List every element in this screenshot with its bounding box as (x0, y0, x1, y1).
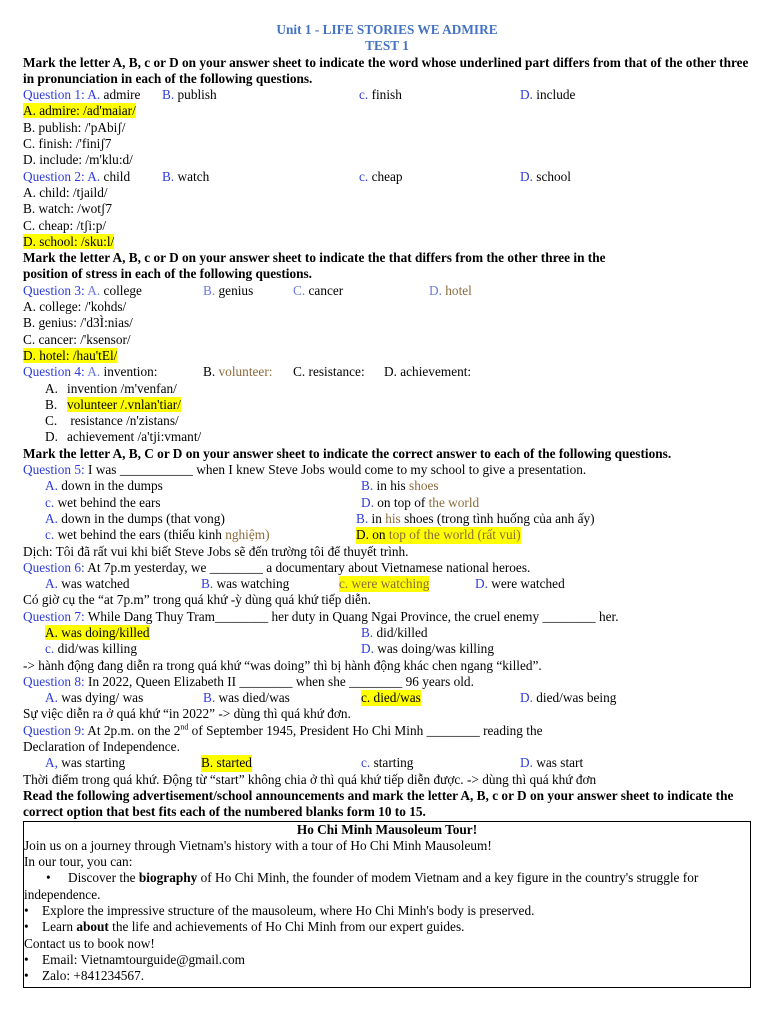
ad-text: of Ho Chi Minh, the founder of modem Vietnam and a key figure in the country's struggle for (197, 870, 699, 886)
option-key: A. (45, 510, 58, 526)
option-b: was died/was (218, 690, 290, 706)
question-label: Question 8: (23, 673, 85, 689)
question-5 (23, 462, 751, 478)
answer-highlight: A. admire: /ad'maiar/ (23, 103, 136, 119)
option-d: died/was being (536, 690, 617, 706)
ordinal-suffix: nd (180, 722, 189, 732)
explanation-line: D. include: /m'klu:d/ (23, 152, 133, 168)
instruction-correct-answer: Mark the letter A, B, C or D on your answer sheet to indicate the correct answer to each of the following questions. (23, 445, 672, 461)
ad-bullet-1-cont: independence. (24, 886, 101, 902)
email-text: Email: Vietnamtourguide@gmail.com (42, 951, 245, 967)
option-key: D. (520, 755, 533, 771)
option-b: in his (376, 478, 406, 494)
ad-tour-heading: In our tour, you can: (24, 854, 133, 870)
grammar-note: -> hành động đang diễn ra trong quá khứ “was doing” thì bị hành động khác chen ngang “killed”. (23, 657, 542, 673)
option-key: A. (45, 478, 58, 494)
option-key: A. (87, 87, 101, 103)
bullet-icon: • (24, 919, 29, 935)
option-b-part: his (385, 510, 401, 526)
option-key: B. (356, 510, 369, 526)
ad-text: Learn (42, 919, 77, 935)
options-row (23, 641, 751, 657)
explanation-line: resistance /n'zistans/ (67, 413, 179, 429)
option-key: B. (203, 364, 216, 380)
option-a: child (103, 168, 131, 184)
question-label: Question 1: (23, 87, 85, 103)
option-key: B. (203, 690, 216, 706)
option-key: D. (520, 168, 533, 184)
question-stem: In 2022, Queen Elizabeth II ________ when she ________ 96 years old. (84, 673, 474, 689)
option-b-part: shoes (409, 478, 439, 494)
instruction-stress: Mark the letter A, B, c or D on your answer sheet to indicate the that differs from the other three in the position of stress in each of the following questions. (23, 250, 606, 282)
option-key: A. (45, 380, 58, 396)
question-label: Question 3: (23, 282, 85, 298)
question-6 (23, 560, 751, 576)
explanation-line: B. publish: /'pAbiʃ/ (23, 119, 126, 135)
options-row (23, 478, 751, 494)
question-label: Question 4: (23, 364, 85, 380)
ad-title: Ho Chi Minh Mausoleum Tour! (296, 821, 478, 837)
test-title: TEST 1 (365, 38, 409, 54)
explanation-line: achievement /a'tji:vmant/ (67, 429, 202, 445)
option-a: down in the dumps (that vong) (61, 510, 225, 526)
question-9 (23, 723, 751, 739)
options-row (23, 576, 751, 592)
question-stem: At 2p.m. on the 2 (84, 722, 181, 738)
ad-keyword: biography (138, 870, 198, 886)
option-key: c. (45, 494, 55, 510)
ad-text: Explore the impressive structure of the mausoleum, where Ho Chi Minh's body is preserved. (42, 903, 535, 919)
option-b: was watching (216, 576, 290, 592)
option-a: was starting (61, 755, 126, 771)
option-d: include (536, 87, 576, 103)
question-stem: At 7p.m yesterday, we ________ a documentary about Vietnamese national heroes. (84, 559, 531, 575)
question-1 (23, 87, 751, 103)
option-key: D. (520, 87, 533, 103)
explanation-line: B. genius: /'d3Ì:nias/ (23, 315, 133, 331)
option-key: B. (361, 478, 374, 494)
option-key: B. (203, 282, 216, 298)
options-row (23, 495, 751, 511)
unit-title: Unit 1 - LIFE STORIES WE ADMIRE (276, 22, 498, 37)
question-stem: I was ___________ when I knew Steve Jobs would come to my school to give a presentation. (84, 462, 587, 478)
option-d: D. achievement: (384, 364, 472, 380)
answer-highlight: B. started (201, 755, 252, 771)
option-key: A. (87, 282, 101, 298)
option-a: was watched (61, 576, 130, 592)
option-a: was dying/ was (61, 690, 144, 706)
option-key: A. (45, 576, 58, 592)
question-4 (23, 364, 751, 380)
ad-bullet-1 (24, 870, 750, 886)
question-label: Question 7: (23, 608, 85, 624)
explanation-line: A. college: /'kohds/ (23, 299, 127, 315)
option-c: finish (371, 87, 402, 103)
option-key: D. on (356, 527, 386, 543)
option-key: A. (87, 168, 101, 184)
options-row (23, 527, 751, 543)
options-row (23, 511, 751, 527)
option-key: D. (361, 494, 374, 510)
bullet-icon: • (24, 951, 29, 967)
option-c: wet behind the ears (thiếu kinh (57, 527, 222, 543)
ad-bullet-2 (24, 903, 750, 919)
option-key: D. (45, 429, 58, 445)
ad-keyword: about (76, 919, 109, 935)
option-d: on top of (377, 494, 426, 510)
options-row (23, 755, 751, 771)
question-3 (23, 283, 751, 299)
option-d-part: the world (428, 494, 480, 510)
worksheet (23, 22, 751, 988)
option-c: wet behind the ears (57, 494, 161, 510)
option-key: D. (520, 690, 533, 706)
option-d: was start (536, 755, 584, 771)
bullet-icon: • (46, 870, 51, 886)
question-label: Question 6: (23, 559, 85, 575)
ad-zalo (24, 968, 750, 984)
option-key: C. (293, 282, 306, 298)
option-b-part: shoes (trong tình huống của anh ấy) (404, 510, 595, 526)
explanation-line: C. cheap: /tʃi:p/ (23, 217, 107, 233)
option-b: volunteer: (218, 364, 273, 380)
grammar-note: Sự việc diễn ra ở quá khứ “in 2022” -> dùng thì quá khứ đơn. (23, 706, 351, 722)
grammar-note: Có giờ cụ the “at 7p.m” trong quá khứ -ỳ dùng quá khứ tiếp diễn. (23, 592, 371, 608)
ad-text: the life and achievements of Ho Chi Minh from our expert guides. (108, 919, 465, 935)
option-c: did/was killing (57, 641, 137, 657)
question-stem-cont: of September 1945, President Ho Chi Minh ________ reading the (188, 722, 543, 738)
instruction-reading: Read the following advertisement/school announcements and mark the letter A, B, c or D on your answer sheet to indicate the correct option that best fits each of the numbered blanks form 10 to 15. (23, 787, 734, 820)
answer-highlight: top of the world (rất vui) (388, 527, 521, 543)
bullet-icon: • (24, 903, 29, 919)
instruction-pronunciation: Mark the letter A, B, c or D on your answer sheet to indicate the word whose underlined part differs from that of the other three in pronunciation in each of the following questions. (23, 54, 749, 86)
option-c: starting (373, 755, 414, 771)
ad-email (24, 952, 750, 968)
translation-note: Dịch: Tôi đã rất vui khi biết Steve Jobs sẽ đến trường tôi để thuyết trình. (23, 543, 409, 559)
option-key: D. (429, 282, 442, 298)
option-key: D. (475, 576, 488, 592)
ad-intro: Join us on a journey through Vietnam's history with a tour of Ho Chi Minh Mausoleum! (24, 837, 492, 853)
explanation-line: A. child: /tjaild/ (23, 184, 108, 200)
question-2 (23, 169, 751, 185)
answer-highlight: A. was doing/killed (45, 624, 150, 640)
question-stem-cont: Declaration of Independence. (23, 739, 180, 755)
option-key: B. (162, 168, 175, 184)
option-c: cancer (308, 282, 344, 298)
option-c: C. resistance: (293, 364, 365, 380)
ad-contact: Contact us to book now! (24, 935, 155, 951)
answer-highlight: c. were watching (339, 576, 430, 592)
advertisement-box (23, 821, 751, 988)
explanation-line: C. cancer: /'ksensor/ (23, 331, 131, 347)
option-key: c. (361, 755, 371, 771)
option-a: down in the dumps (61, 478, 163, 494)
option-a: invention: (103, 364, 158, 380)
option-key: D. (361, 641, 374, 657)
option-b: watch (177, 168, 210, 184)
explanation-line: B. watch: /wotʃ7 (23, 201, 113, 217)
option-d: school (536, 168, 571, 184)
answer-highlight: volunteer /.vnlan'tiar/ (67, 396, 181, 412)
option-d: were watched (491, 576, 565, 592)
answer-highlight: D. school: /sku:l/ (23, 233, 115, 249)
question-label: Question 5: (23, 462, 85, 478)
options-row (23, 690, 751, 706)
zalo-text: Zalo: +841234567. (42, 968, 145, 984)
option-key: B. (201, 576, 214, 592)
question-label: Question 2: (23, 168, 85, 184)
option-c-part: nghiệm) (225, 527, 270, 543)
explanation-line: C. finish: /'finiʃ7 (23, 136, 112, 152)
grammar-note: Thời điểm trong quá khứ. Động từ “start” không chia ở thì quá khứ tiếp diễn được. -> dùng thì quá khứ đơn (23, 771, 597, 787)
option-b: in (371, 510, 382, 526)
option-b: publish (177, 87, 217, 103)
option-key: B. (361, 624, 374, 640)
option-b: genius (218, 282, 254, 298)
option-key: c. (45, 641, 55, 657)
ad-text: Discover the (68, 870, 139, 886)
answer-highlight: D. hotel: /hau'tEl/ (23, 347, 118, 363)
question-7 (23, 609, 751, 625)
answer-highlight: c. died/was (361, 690, 421, 706)
option-d: hotel (445, 282, 472, 298)
option-key: C. (45, 413, 58, 429)
option-key: B. (45, 396, 58, 412)
option-key: B. (162, 87, 175, 103)
option-key: c. (359, 168, 369, 184)
question-label: Question 9: (23, 722, 85, 738)
option-b: did/killed (376, 624, 428, 640)
option-key: c. (45, 527, 55, 543)
option-key: A. (45, 690, 58, 706)
option-c: cheap (371, 168, 403, 184)
option-a: college (103, 282, 142, 298)
question-stem: While Dang Thuy Tram________ her duty in Quang Ngai Province, the cruel enemy ________ her. (84, 608, 619, 624)
option-a: admire (103, 87, 141, 103)
explanation-line: invention /m'venfan/ (67, 380, 177, 396)
option-d: was doing/was killing (377, 641, 494, 657)
question-8 (23, 674, 751, 690)
options-row (23, 625, 751, 641)
bullet-icon: • (24, 968, 29, 984)
option-key: c. (359, 87, 369, 103)
option-key: A, (45, 755, 58, 771)
option-key: A. (87, 364, 101, 380)
ad-bullet-3 (24, 919, 750, 935)
